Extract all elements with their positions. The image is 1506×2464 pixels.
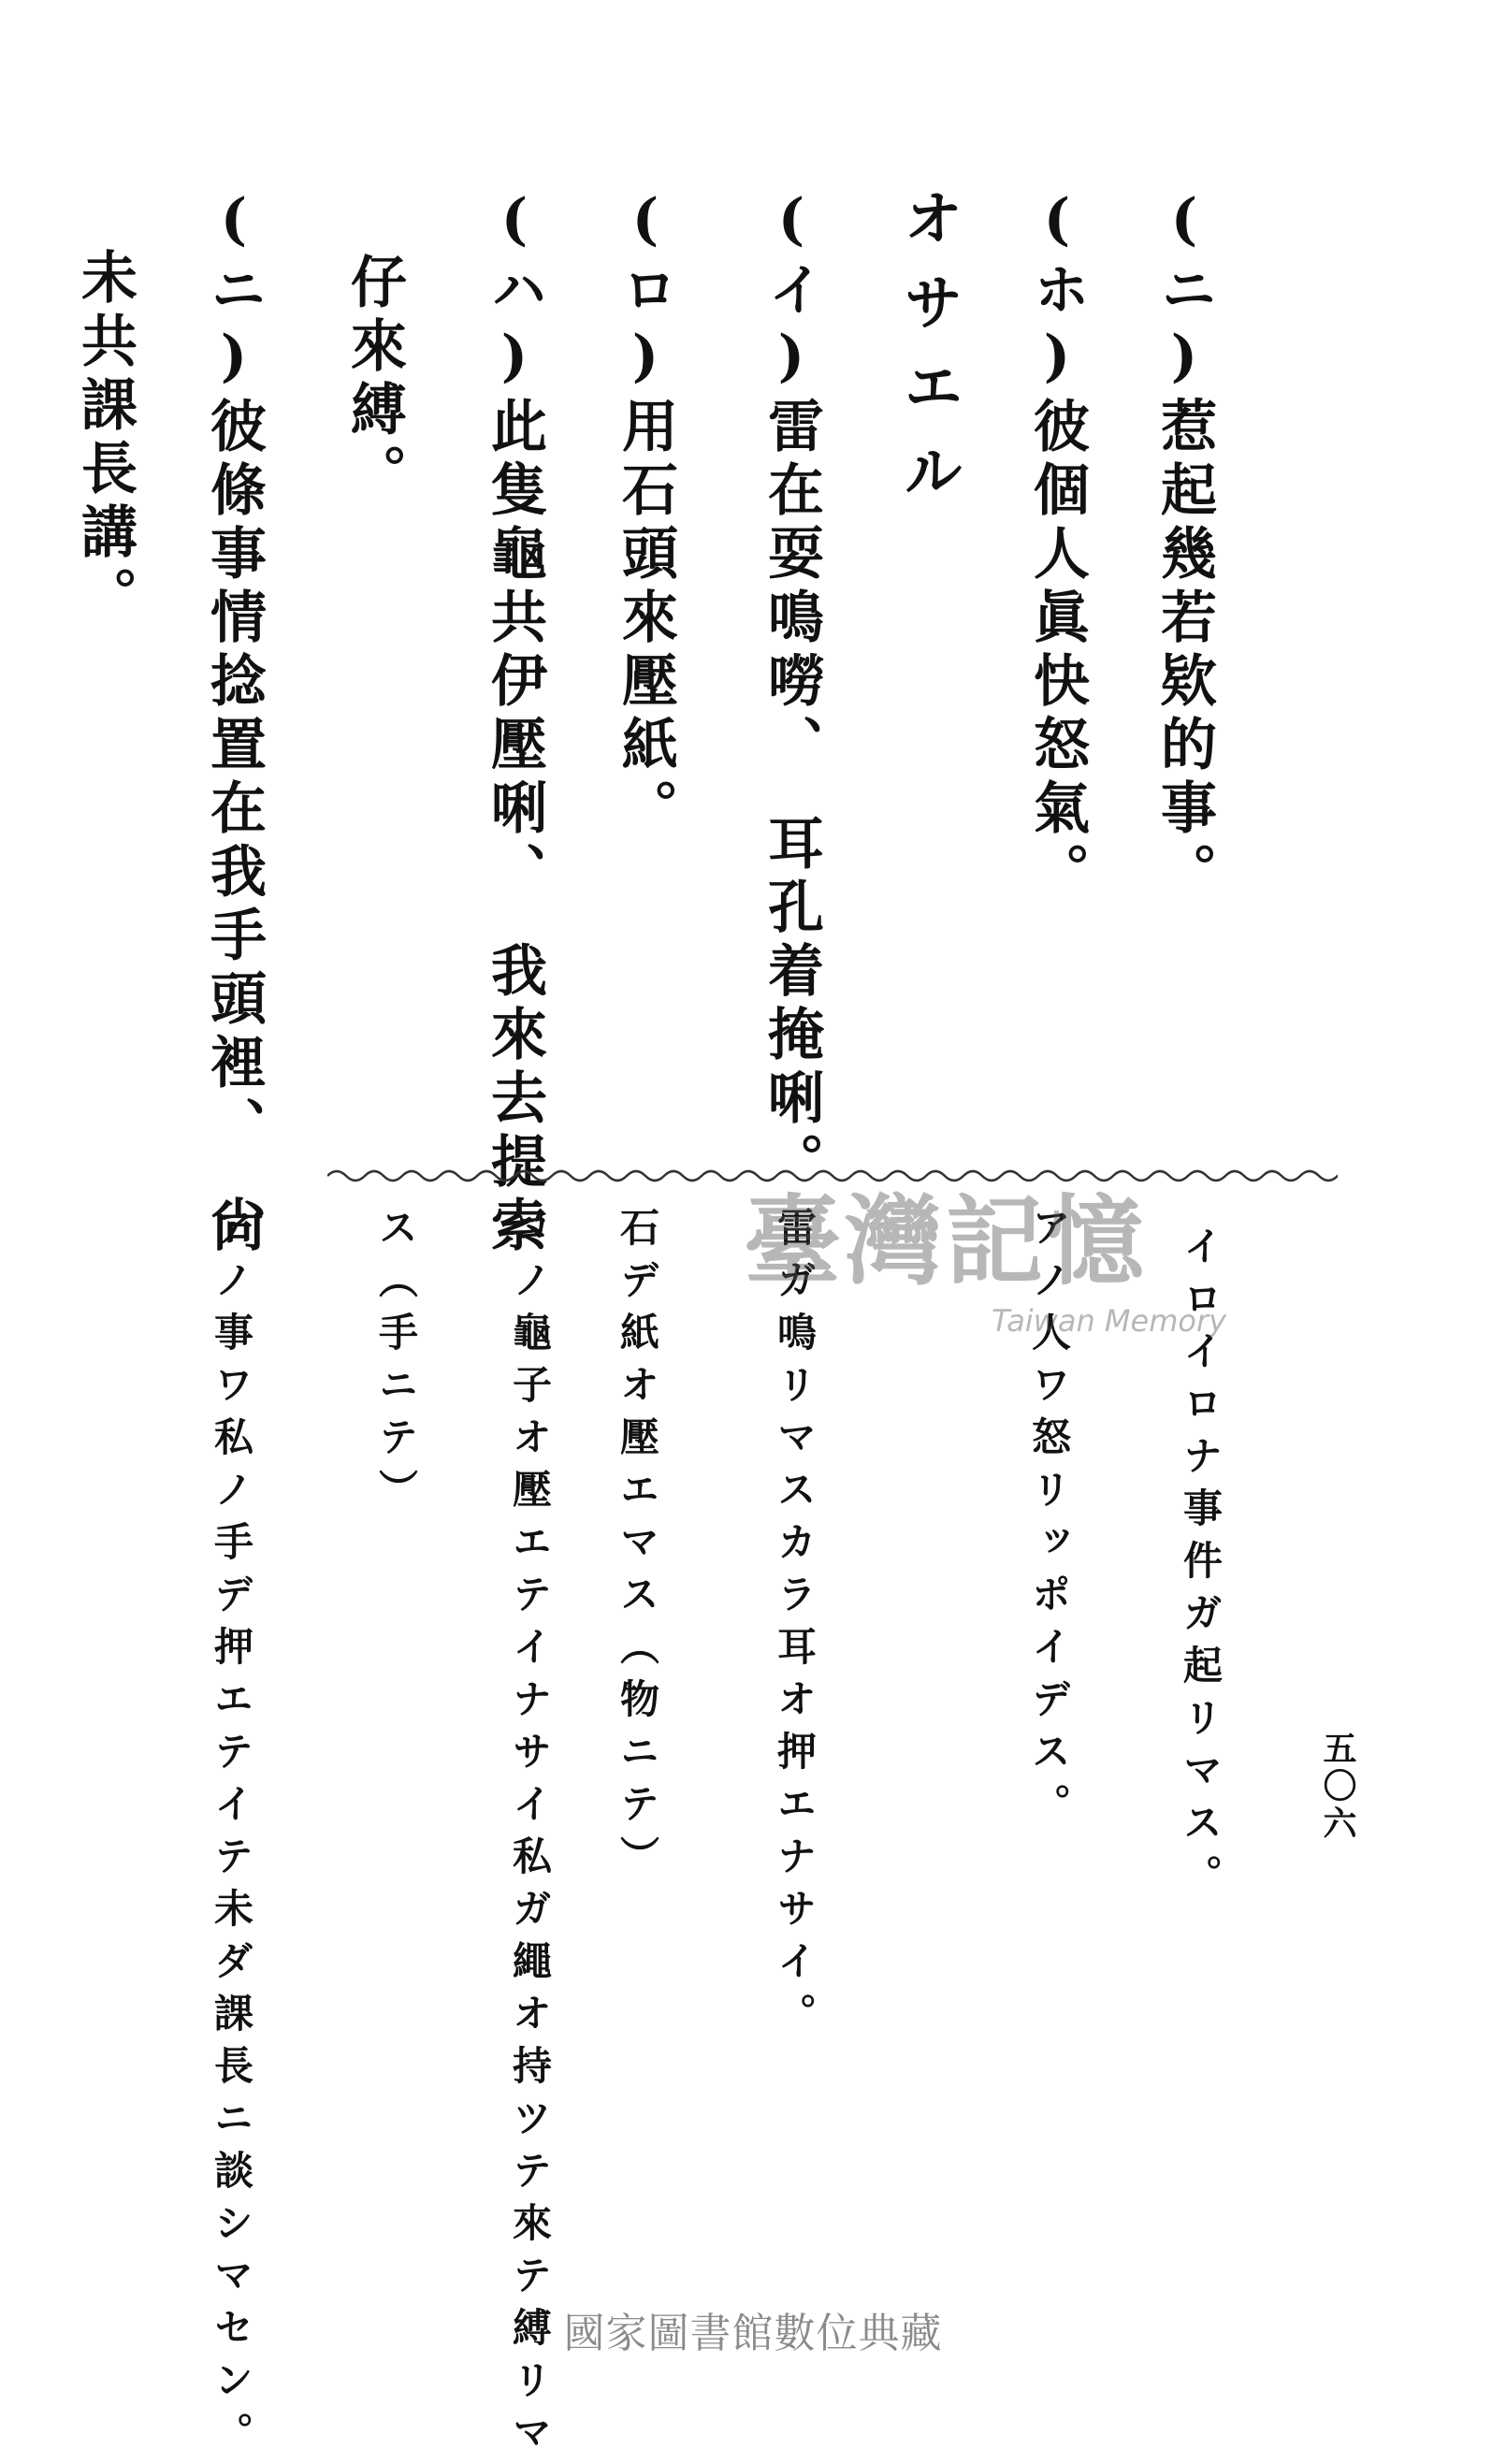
- text-column-7: (ニ)彼條事情捻置在我手頭裡、 尙: [201, 187, 267, 1259]
- text-column-6: 仔來縛。: [341, 253, 407, 507]
- translation-column-6: ス（手ニテ）: [373, 1207, 419, 1521]
- translation-column-1: イロイロナ事件ガ起リマス。: [1178, 1225, 1224, 1906]
- translation-column-5: コノ龜子オ壓エテイナサイ私ガ繩オ持ツテ來テ縛リマ: [507, 1207, 553, 2464]
- text-column-8: 未共課長講。: [72, 248, 138, 630]
- translation-column-7: アノ事ワ私ノ手デ押エテイテ未ダ課長ニ談シマセン。: [209, 1207, 254, 2464]
- translation-column-4: 石デ紙オ壓エマス（物ニテ）: [615, 1207, 660, 1888]
- text-column-1: (ニ)惹起幾若欵的事。: [1151, 187, 1217, 906]
- text-column-2: (ホ)彼個人眞快怒氣。: [1024, 187, 1090, 906]
- text-column-5: (ハ)此隻龜共伊壓唎、 我來去提索: [482, 187, 547, 1259]
- section-heading: オサエル: [893, 187, 963, 524]
- footer-credit: 國家圖書館數位典藏: [563, 2310, 943, 2357]
- text-column-4: (ロ)用石頭來壓紙。: [613, 187, 678, 842]
- text-column-3: (イ)雷在耍鳴嘮、 耳孔着掩唎。: [759, 187, 824, 1196]
- translation-column-2: アノ人ワ怒リッポイデス。: [1026, 1207, 1072, 1835]
- page-number: 五〇六: [1318, 1731, 1357, 1843]
- watermark-chinese: 臺灣記憶: [744, 1183, 1149, 1298]
- watermark-english: Taiwan Memory: [992, 1303, 1227, 1339]
- watermark-logo: [744, 1183, 1230, 1342]
- translation-column-3: 雷ガ鳴リマスカラ耳オ押エナサイ。: [772, 1207, 818, 2045]
